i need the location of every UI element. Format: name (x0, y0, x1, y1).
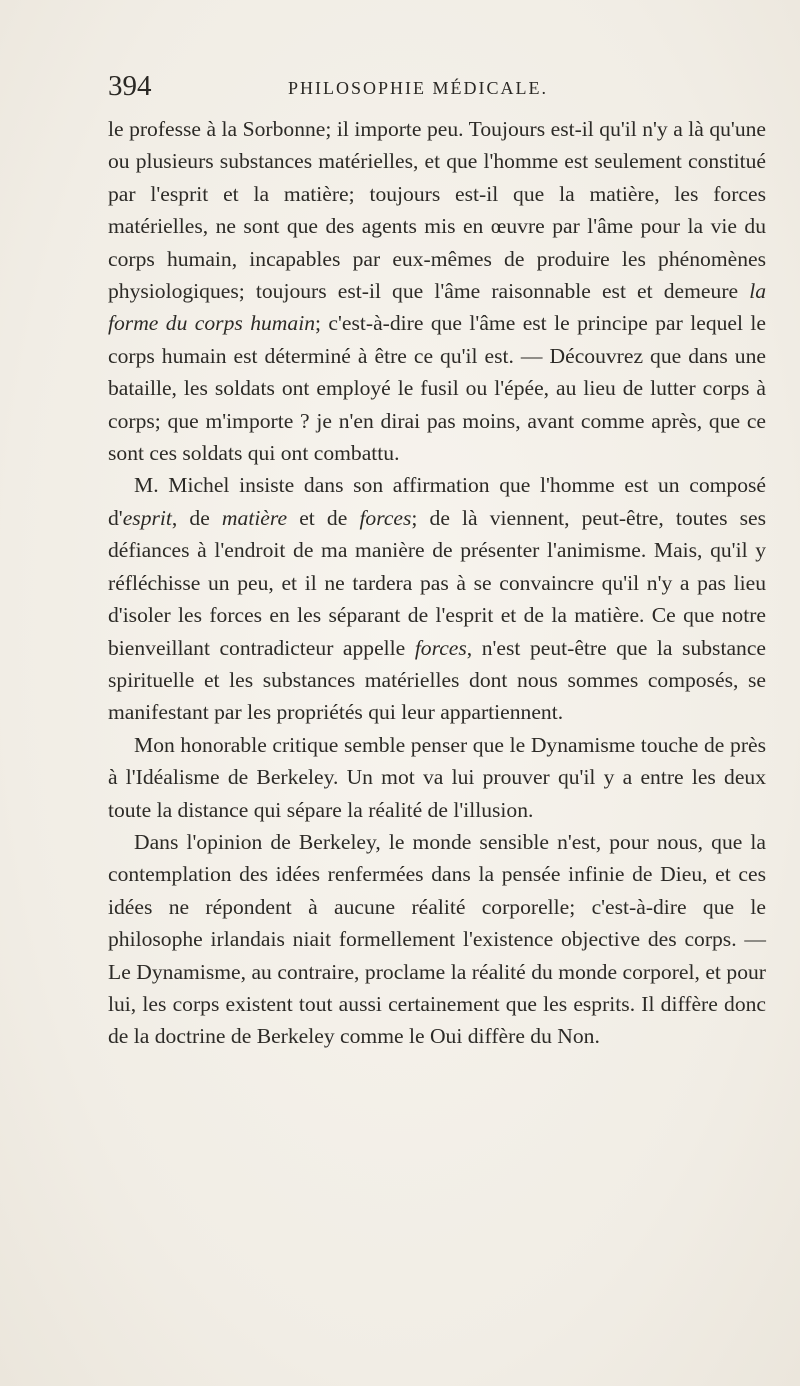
page-header (108, 68, 768, 104)
text-run: ; c'est-à-dire que l'âme est le principe par lequel le corps humain est déterminé à être ce qu'il est. — Découvrez que dans une bataille, les soldats ont employé le fusil ou l'épée, au lieu de lutter corps à corps; que m'importe ? je n'en dirai pas moins, avant comme après, que ce sont ces soldats qui ont combattu. (108, 311, 767, 466)
page-number: 394 (108, 70, 152, 102)
paragraph (108, 729, 766, 826)
italic-run: forces (414, 635, 467, 660)
italic-run: matière (221, 505, 288, 530)
text-run: , n'est peut-être que la substance spirituelle et les substances matérielles dont nous sommes composés, se manifestant par les propriétés qui leur appartiennent. (108, 635, 766, 725)
italic-run: la forme du corps humain (108, 279, 766, 336)
italic-run: esprit (122, 505, 172, 530)
body-text (108, 113, 766, 1053)
text-run: ; de là viennent, peut-être, toutes ses défiances à l'endroit de ma manière de présenter l'animisme. Mais, qu'il y réfléchisse un peu, et il ne tardera pas à se convaincre qu'il n'y a pas lieu d'isoler les forces en les séparant de l'esprit et de la matière. Ce que notre bienveillant contradicteur appelle (108, 505, 766, 660)
text-run: Dans l'opinion de Berkeley, le monde sensible n'est, pour nous, que la contemplation des idées renfermées dans la pensée infinie de Dieu, et ces idées ne répondent à aucune réalité corporelle; c'est-à-dire que le philosophe irlandais niait formellement l'existence objective des corps. — Le Dynamisme, au contraire, proclame la réalité du monde corporel, et pour lui, les corps existent tout aussi certainement que les esprits. Il diffère donc de la doctrine de Berkeley comme le Oui diffère du Non. (108, 829, 766, 1049)
italic-run: forces (359, 505, 412, 530)
paragraph (108, 113, 766, 469)
text-run: le professe à la Sorbonne; il importe peu. Toujours est-il qu'il n'y a là qu'une ou plusieurs substances matérielles, et que l'homme est seulement constitué par l'esprit et la matière; toujours est-il que la matière, les forces matérielles, ne sont que des agents mis en œuvre par l'âme pour la vie du corps humain, incapables par eux-mêmes de produire les phénomènes physiologiques; toujours est-il que l'âme raisonnable est et demeure (108, 117, 766, 304)
text-run: Mon honorable critique semble penser que le Dynamisme touche de près à l'Idéalisme de Berkeley. Un mot va lui prouver qu'il y a entre les deux toute la distance qui sépare la réalité de l'illusion. (108, 732, 766, 822)
text-run: et de (287, 505, 360, 530)
text-run: , de (171, 505, 222, 530)
text-run: M. Michel insiste dans son affirmation que l'homme est un composé d' (108, 473, 766, 530)
paragraph (108, 469, 766, 728)
running-head: PHILOSOPHIE MÉDICALE. (288, 78, 548, 98)
paragraph (108, 826, 766, 1053)
